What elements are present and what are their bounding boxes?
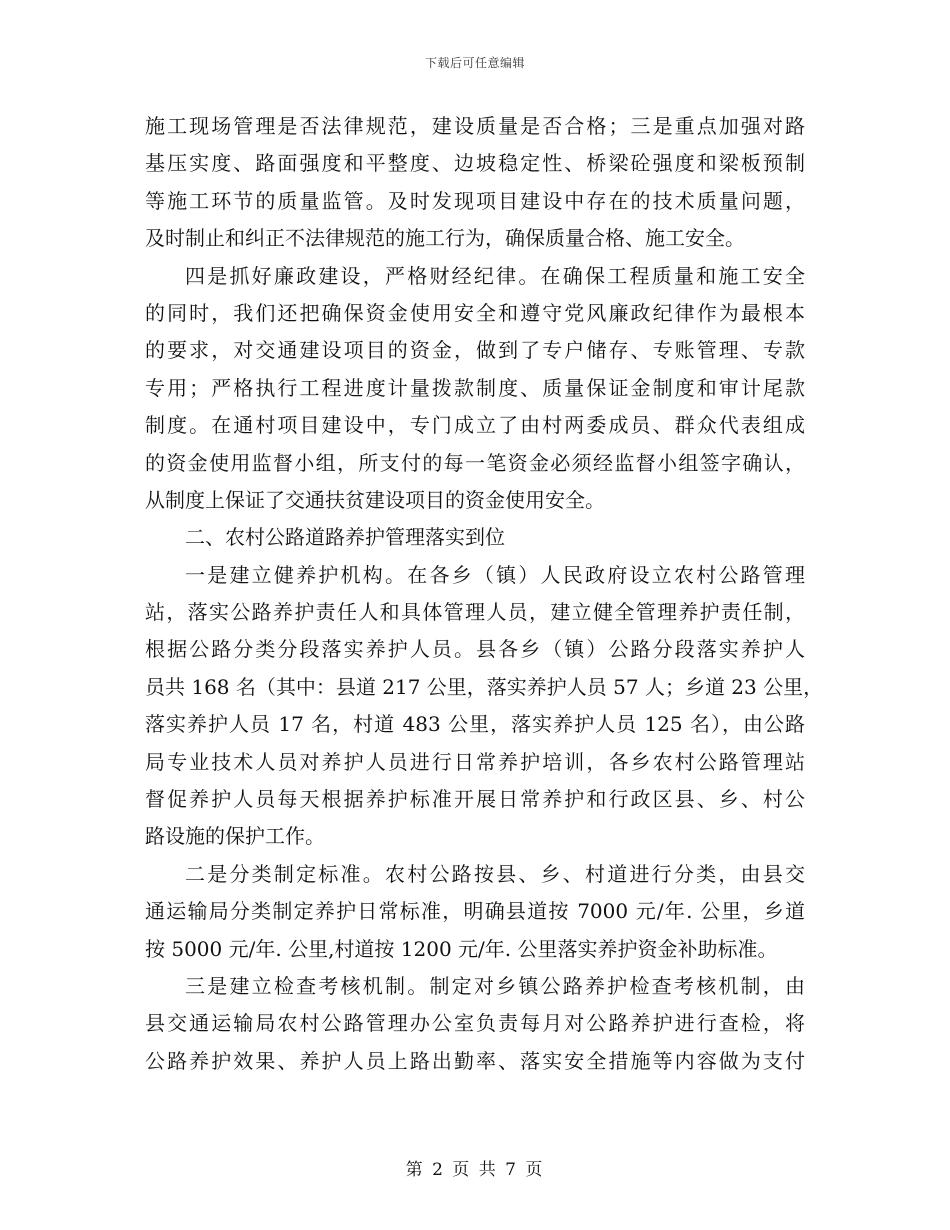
text-line: 的要求，对交通建设项目的资金，做到了专户储存、专账管理、专款 xyxy=(145,338,805,363)
page-header: 下载后可任意编辑 xyxy=(424,56,525,70)
text-line: 四是抓好廉政建设，严格财经纪律。在确保工程质量和施工安全 xyxy=(185,263,805,288)
text-line: 从制度上保证了交通扶贫建设项目的资金使用安全。 xyxy=(145,487,605,512)
text-line: 按 5000 元/年. 公里,村道按 1200 元/年. 公里落实养护资金补助标准。 xyxy=(145,936,778,961)
text-line: 的资金使用监督小组，所支付的每一笔资金必须经监督小组签字确认， xyxy=(145,450,805,475)
text-line: 局专业技术人员对养护人员进行日常养护培训，各乡农村公路管理站 xyxy=(145,749,805,774)
text-line: 施工现场管理是否法律规范，建设质量是否合格；三是重点加强对路 xyxy=(145,114,805,138)
text-line: 路设施的保护工作。 xyxy=(145,824,325,849)
text-line: 员共 168 名（其中：县道 217 公里，落实养护人员 57 人；乡道 23 公里， xyxy=(145,674,824,699)
paragraph-maintenance-organization xyxy=(145,557,824,856)
section-heading xyxy=(145,519,805,556)
text-line: 二是分类制定标准。农村公路按县、乡、村道进行分类，由县交 xyxy=(185,861,805,886)
text-line: 一是建立健养护机构。在各乡（镇）人民政府设立农村公路管理 xyxy=(185,562,805,587)
text-line: 三是建立检查考核机制。制定对乡镇公路养护检查考核机制，由 xyxy=(185,973,805,998)
text-line: 县交通运输局农村公路管理办公室负责每月对公路养护进行查检，将 xyxy=(145,1011,805,1036)
text-line: 落实养护人员 17 名，村道 483 公里，落实养护人员 125 名），由公路 xyxy=(145,712,805,737)
page-number: 第 2 页 共 7 页 xyxy=(405,1160,545,1180)
paragraph-inspection-mechanism xyxy=(145,968,805,1080)
text-line: 的同时，我们还把确保资金使用安全和遵守党风廉政纪律作为最根本 xyxy=(145,300,805,325)
text-line: 根据公路分类分段落实养护人员。县各乡（镇）公路分段落实养护人 xyxy=(145,637,805,662)
text-line: 制度。在通村项目建设中，专门成立了由村两委成员、群众代表组成 xyxy=(145,413,805,438)
text-line: 站，落实公路养护责任人和具体管理人员，建立健全管理养护责任制， xyxy=(145,600,805,625)
text-line: 及时制止和纠正不法律规范的施工行为，确保质量合格、施工安全。 xyxy=(145,226,745,251)
section-heading-text: 二、农村公路道路养护管理落实到位 xyxy=(185,525,505,550)
text-line: 公路养护效果、养护人员上路出勤率、落实安全措施等内容做为支付 xyxy=(145,1048,805,1073)
paragraph-construction-supervision xyxy=(145,108,805,258)
document-body xyxy=(145,108,824,1080)
text-line: 督促养护人员每天根据养护标准开展日常养护和行政区县、乡、村公 xyxy=(145,787,805,812)
text-line: 基压实度、路面强度和平整度、边坡稳定性、桥梁砼强度和梁板预制 xyxy=(145,151,805,176)
text-line: 等施工环节的质量监管。及时发现项目建设中存在的技术质量问题， xyxy=(145,188,805,213)
paragraph-classification-standards xyxy=(145,856,805,968)
text-line: 通运输局分类制定养护日常标准，明确县道按 7000 元/年. 公里，乡道 xyxy=(145,899,805,924)
paragraph-integrity-finance xyxy=(145,258,805,520)
text-line: 专用；严格执行工程进度计量拨款制度、质量保证金制度和审计尾款 xyxy=(145,375,805,400)
